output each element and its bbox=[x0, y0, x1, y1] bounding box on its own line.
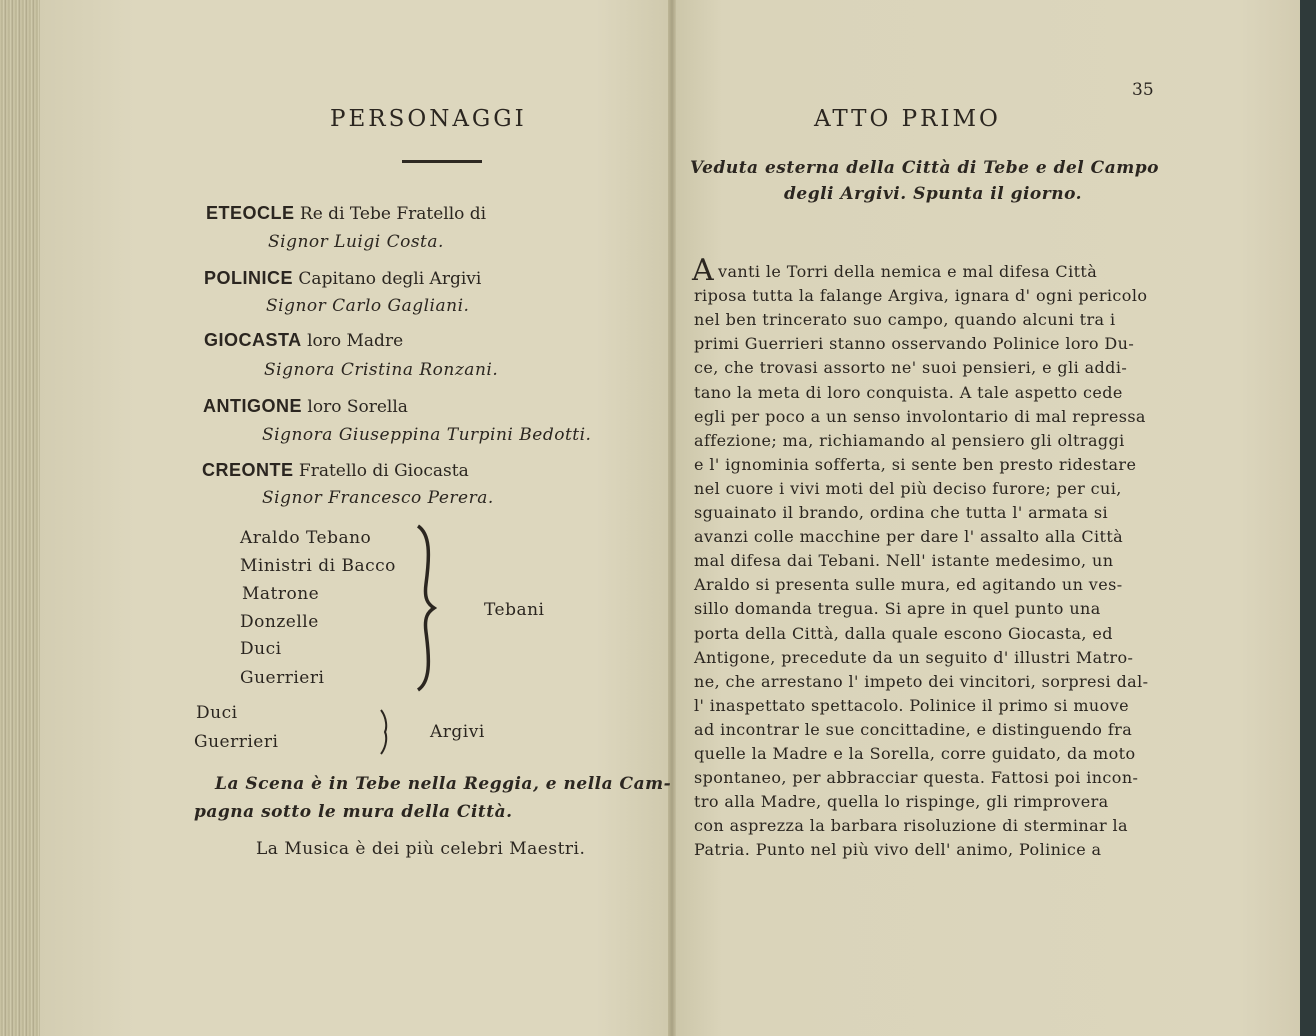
body-line: e l' ignominia sofferta, si sente ben presto ridestare bbox=[694, 454, 1137, 474]
body-line: porta della Città, dalla quale escono Giocasta, ed bbox=[694, 623, 1113, 643]
body-line: ad incontrar le sue concittadine, e distinguendo fra bbox=[694, 719, 1133, 739]
cast-entry-creonte: CREONTE Fratello di Giocasta bbox=[202, 460, 469, 481]
scene-description-continued: degli Argivi. Spunta il giorno. bbox=[784, 184, 1083, 204]
actor-antigone: Signora Giuseppina Turpini Bedotti. bbox=[262, 425, 592, 445]
body-line: nel cuore i vivi moti del più deciso furore; per cui, bbox=[694, 478, 1122, 498]
body-line: quelle la Madre e la Sorella, corre guidato, da moto bbox=[694, 744, 1136, 763]
body-line: ce, che trovasi assorto ne' suoi pensieri, e gli addi- bbox=[694, 358, 1128, 378]
body-line: mal difesa dai Tebani. Nell' istante medesimo, un bbox=[694, 551, 1114, 571]
body-line: sguainato il brando, ordina che tutta l' armata si bbox=[694, 503, 1108, 522]
argivi-label: Argivi bbox=[430, 722, 485, 742]
scene-note-continued: pagna sotto le mura della Città. bbox=[194, 802, 513, 822]
scene-description: Veduta esterna della Città di Tebe e del Campo bbox=[690, 158, 1159, 178]
cast-heading: PERSONAGGI bbox=[330, 106, 527, 132]
actor-polinice: Signor Carlo Gagliani. bbox=[266, 296, 470, 316]
tebani-member: Duci bbox=[240, 639, 282, 659]
music-note: La Musica è dei più celebri Maestri. bbox=[256, 839, 586, 859]
argivi-member: Duci bbox=[196, 703, 238, 723]
body-line: Araldo si presenta sulle mura, ed agitando un ves- bbox=[694, 575, 1123, 595]
cast-entry-polinice: POLINICE Capitano degli Argivi bbox=[204, 268, 482, 289]
body-line: egli per poco a un senso involontario di mal repressa bbox=[694, 406, 1146, 426]
tebani-brace-icon bbox=[412, 524, 442, 692]
argivi-member: Guerrieri bbox=[194, 732, 279, 752]
act-heading: ATTO PRIMO bbox=[814, 106, 1001, 132]
body-line: avanzi colle macchine per dare l' assalto alla Città bbox=[694, 527, 1124, 547]
body-line: vanti le Torri della nemica e mal difesa Città bbox=[718, 262, 1098, 281]
tebani-member: Araldo Tebano bbox=[240, 528, 372, 548]
actor-eteocle: Signor Luigi Costa. bbox=[268, 232, 444, 252]
cast-entry-antigone: ANTIGONE loro Sorella bbox=[203, 396, 408, 417]
tebani-member: Guerrieri bbox=[240, 668, 325, 688]
body-line: con asprezza la barbara risoluzione di sterminar la bbox=[694, 816, 1129, 836]
body-line: Antigone, precedute da un seguito d' illustri Matro- bbox=[694, 647, 1134, 667]
body-line: l' inaspettato spettacolo. Polinice il primo si muove bbox=[694, 695, 1129, 715]
body-line: tano la meta di loro conquista. A tale aspetto cede bbox=[694, 382, 1123, 402]
book-gutter bbox=[668, 0, 676, 1036]
background-edge bbox=[1300, 0, 1316, 1036]
body-line: nel ben trincerato suo campo, quando alcuni tra i bbox=[694, 310, 1116, 330]
drop-cap: A bbox=[692, 253, 714, 288]
tebani-member: Matrone bbox=[242, 584, 320, 604]
page-number: 35 bbox=[1132, 80, 1154, 100]
cast-entry-giocasta: GIOCASTA loro Madre bbox=[204, 330, 404, 351]
body-line: sillo domanda tregua. Si apre in quel punto una bbox=[694, 599, 1101, 619]
actor-giocasta: Signora Cristina Ronzani. bbox=[264, 360, 499, 380]
argivi-brace-icon bbox=[378, 708, 392, 756]
cast-entry-eteocle: ETEOCLE Re di Tebe Fratello di bbox=[206, 203, 487, 224]
body-line: spontaneo, per abbracciar questa. Fattosi poi incon- bbox=[694, 768, 1139, 788]
body-line: riposa tutta la falange Argiva, ignara d' ogni pericolo bbox=[694, 286, 1148, 306]
body-line: Patria. Punto nel più vivo dell' animo, Polinice a bbox=[694, 840, 1102, 860]
actor-creonte: Signor Francesco Perera. bbox=[262, 488, 494, 508]
tebani-member: Donzelle bbox=[240, 612, 319, 632]
tebani-member: Ministri di Bacco bbox=[240, 556, 396, 576]
body-line: affezione; ma, richiamando al pensiero gli oltraggi bbox=[694, 430, 1125, 450]
tebani-label: Tebani bbox=[484, 600, 545, 620]
scene-note: La Scena è in Tebe nella Reggia, e nella Cam- bbox=[215, 774, 672, 794]
left-page bbox=[40, 0, 672, 1036]
heading-rule bbox=[402, 160, 482, 163]
body-line: tro alla Madre, quella lo rispinge, gli rimprovera bbox=[694, 792, 1109, 812]
body-line: primi Guerrieri stanno osservando Polinice loro Du- bbox=[694, 334, 1135, 354]
body-line: ne, che arrestano l' impeto dei vincitori, sorpresi dal- bbox=[694, 671, 1149, 691]
